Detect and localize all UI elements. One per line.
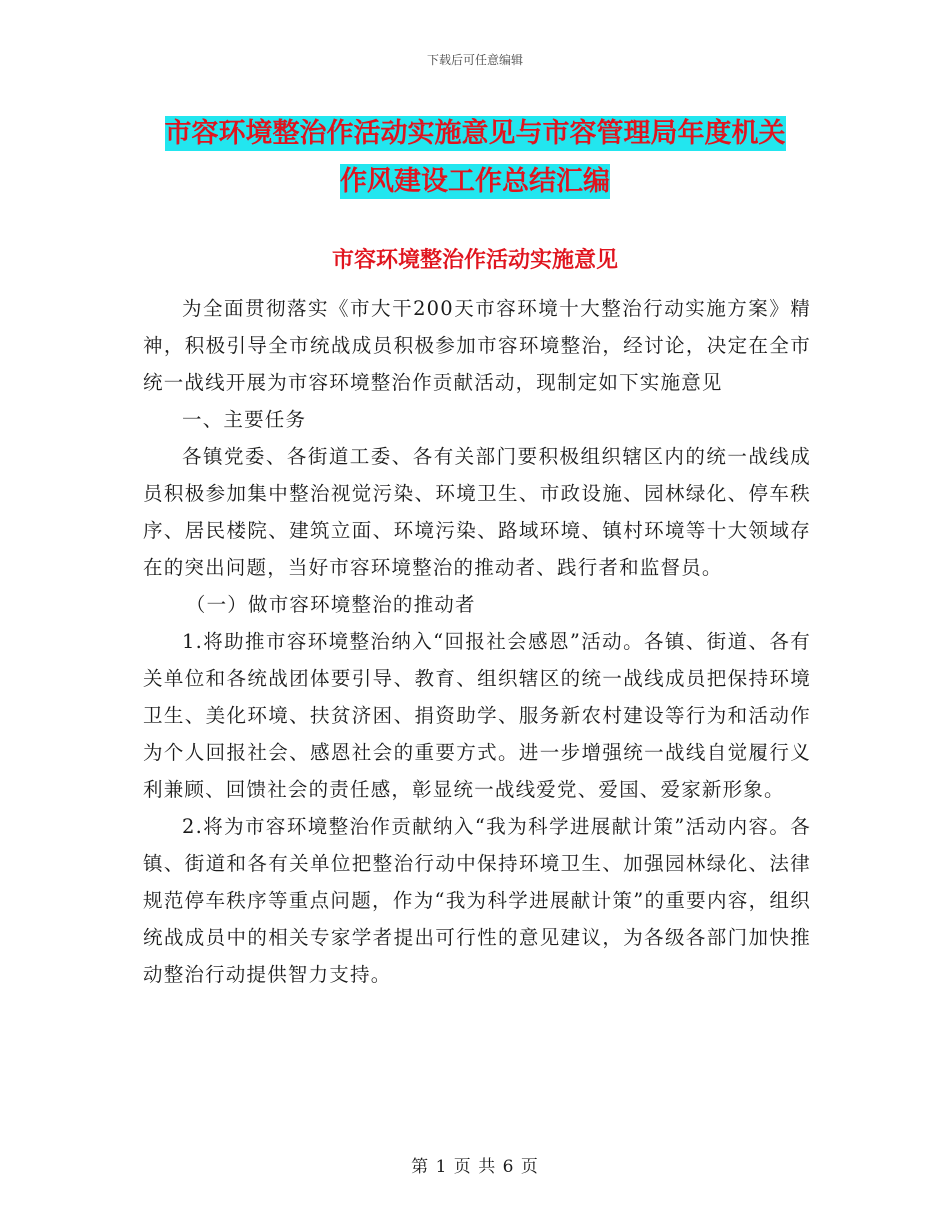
subheading-promoter: （一）做市容环境整治的推动者 — [185, 593, 476, 616]
paragraph-item-1: 1.将助推市容环境整治纳入“回报社会感恩”活动。各镇、街道、各有关单位和各统战团体要引导、教育、组织辖区的统一战线成员把保持环境卫生、美化环境、扶贫济困、捐资助学、服务新农村建设等行为和活动作为个人回报社会、感恩社会的重要方式。进一步增强统一战线自觉履行义利兼顾、回馈社会的责任感，彰显统一战线爱党、爱国、爱家新形象。 — [143, 630, 811, 801]
paragraph-intro: 为全面贯彻落实《市大干200天市容环境十大整治行动实施方案》精神，积极引导全市统战成员积极参加市容环境整治，经讨论，决定在全市统一战线开展为市容环境整治作贡献活动，现制定如下实施意见 — [143, 297, 811, 394]
document-body — [143, 290, 811, 993]
heading-main-tasks: 一、主要任务 — [182, 408, 307, 431]
document-title — [130, 110, 820, 206]
paragraph-item-2: 2.将为市容环境整治作贡献纳入“我为科学进展献计策”活动内容。各镇、街道和各有关单位把整治行动中保持环境卫生、加强园林绿化、法律规范停车秩序等重点问题，作为“我为科学进展献计策”的重要内容，组织统战成员中的相关专家学者提出可行性的意见建议，为各级各部门加快推动整治行动提供智力支持。 — [143, 815, 811, 986]
page-number: 第 1 页 共 6 页 — [411, 1157, 539, 1177]
document-title-line-2: 作风建设工作总结汇编 — [340, 166, 610, 197]
section-title: 市容环境整治作活动实施意见 — [331, 248, 618, 273]
document-title-line-1: 市容环境整治作活动实施意见与市容管理局年度机关 — [164, 118, 786, 149]
page-header-note: 下载后可任意编辑 — [426, 53, 523, 67]
paragraph-main-tasks: 各镇党委、各街道工委、各有关部门要积极组织辖区内的统一战线成员积极参加集中整治视觉污染、环境卫生、市政设施、园林绿化、停车秩序、居民楼院、建筑立面、环境污染、路域环境、镇村环境等十大领域存在的突出问题，当好市容环境整治的推动者、践行者和监督员。 — [143, 445, 811, 579]
